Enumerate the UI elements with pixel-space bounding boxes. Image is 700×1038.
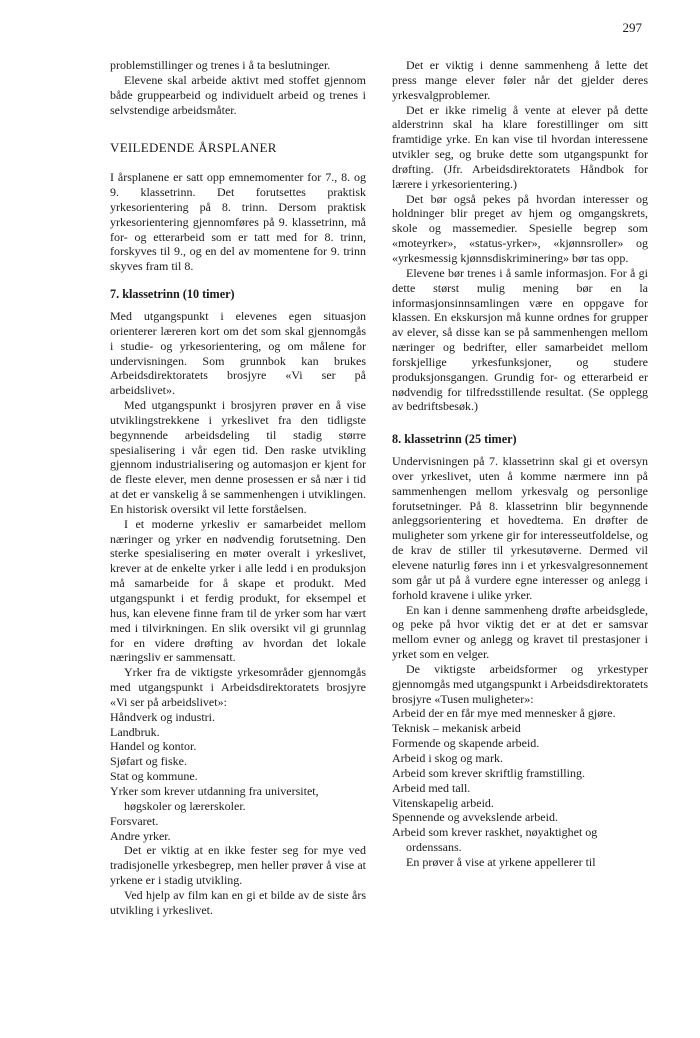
paragraph: Med utgangspunkt i brosjyren prøver en å vise utviklingstrekkene i yrkeslivet fra den tidligste begynnende arbeidsdeling til stadig større spesialisering i vår egen tid. Den raske utvikling gjennom industrialisering og automasjon er kjent for de fleste elever, men denne prosessen er så nær i tid at det er vanskelig å se sammenhengen i utviklingen. En historisk oversikt vil lette forståelsen. — [110, 398, 366, 516]
paragraph: problemstillinger og trenes i å ta beslutninger. — [110, 58, 331, 72]
paragraph: Det er viktig at en ikke fester seg for mye ved tradisjonelle yrkesbegrep, men heller prøver å vise at yrkene er i stadig utvikling. — [110, 843, 366, 888]
paragraph: Undervisningen på 7. klassetrinn skal gi et oversyn over yrkeslivet, uten å komme nærmere inn på sammenhengen mellom yrkesvalg og personlige forutsetninger. På 8. klassetrinn blir begynnende anleggsorientering et hovedtema. En drøfter de muligheter som yrkene gir for interesseutfoldelse, og de krav de stiller til yrkesutøverne. Dermed vil elevene naturlig føres inn i et yrkesvalgresonnement som går ut på å vurdere egne interesser og anlegg i forhold kravene i ulike yrker. — [392, 454, 648, 602]
list-item: Formende og skapende arbeid. — [392, 736, 540, 751]
paragraph: Det er ikke rimelig å vente at elever på dette alderstrinn skal ha klare forestillinger om sitt framtidige yrke. En kan vise til hvordan interessene utvikler seg, og bruke dette som utgangspunkt for drøfting. (Jfr. Arbeidsdirektoratets Håndbok for lærere i yrkesorientering.) — [392, 102, 648, 191]
right-column — [392, 58, 648, 870]
list-item: Landbruk. — [110, 724, 160, 739]
list-item: Forsvaret. — [110, 813, 159, 828]
paragraph: Det bør også pekes på hvordan interesser og holdninger blir preget av hjem og omgangskrets, skole og massemedier. Spesielle begrep som «moteyrker», «status-yrker», «kjønnsroller» og «yrkesmessig kjønnsdiskriminering» bør tas opp. — [392, 191, 648, 265]
paragraph: Elevene skal arbeide aktivt med stoffet gjennom både gruppearbeid og individuelt arbeid og trenes i selvstendige arbeidsmåter. — [110, 72, 366, 117]
paragraph: En kan i denne sammenheng drøfte arbeidsglede, og peke på hvor viktig det er at det er samsvar mellom evner og anlegg og kravet til prestasjoner i yrket som en velger. — [392, 602, 648, 662]
list-item: Arbeid med tall. — [392, 780, 471, 795]
paragraph: Ved hjelp av film kan en gi et bilde av de siste års utvikling i yrkeslivet. — [110, 887, 366, 917]
paragraph: I et moderne yrkesliv er samarbeidet mellom næringer og yrker en nødvendig forutsetning. Den sterke spesialisering en møter overalt i yrkeslivet, krever at de enkelte yrker i alle ledd i en produksjon må samarbeide for å skape et produkt. Med utgangspunkt i et ferdig produkt, for eksempel et hus, kan elevene finne fram til de yrker som har vært med i tilvirkningen. En slik oversikt vil gi grunnlag for en videre drøfting av hvordan det lokale næringsliv er sammensatt. — [110, 516, 366, 665]
list-item: Sjøfart og fiske. — [110, 754, 187, 769]
list-item: Stat og kommune. — [110, 769, 198, 784]
page-number: 297 — [622, 20, 642, 35]
list-item: Teknisk – mekanisk arbeid — [392, 721, 521, 736]
subsection-heading: 7. klassetrinn (10 timer) — [110, 287, 235, 302]
list-item: Arbeid i skog og mark. — [392, 750, 503, 765]
subsection-heading: 8. klassetrinn (25 timer) — [392, 432, 517, 447]
list-item: Håndverk og industri. — [110, 709, 215, 724]
paragraph: De viktigste arbeidsformer og yrkestyper gjennomgås med utgangspunkt i Arbeidsdirektoratets brosjyre «Tusen muligheter»: — [392, 661, 648, 706]
paragraph: Elevene bør trenes i å samle informasjon. For å gi dette størst mulig mening bør en la informasjonsinnsamlingen være en oppgave for klassen. En ekskursjon må kunne ordnes for grupper av elever, så disse kan se på sammenhengen mellom næringer og bedrifter, eller samarbeidet mellom forskjellige yrkesfunksjoner, og studere produksjonsgangen. Grundig for- og etterarbeid er nødvendig for tilfredsstillende resultat. (Se opplegg av bedriftsbesøk.) — [392, 265, 648, 414]
section-heading: VEILEDENDE ÅRSPLANER — [110, 140, 277, 156]
list-item: Spennende og avvekslende arbeid. — [392, 810, 558, 825]
list-item: Yrker som krever utdanning fra universitet, høgskoler og lærerskoler. — [110, 783, 319, 813]
paragraph: Yrker fra de viktigste yrkesområder gjennomgås med utgangspunkt i Arbeidsdirektoratets brosjyre «Vi ser på arbeidslivet»: — [110, 665, 366, 709]
paragraph: I årsplanene er satt opp emnemomenter for 7., 8. og 9. klassetrinn. Det forutsettes praktisk yrkesorientering på 8. trinn. Dersom praktisk yrkesorientering gjennomføres på 9. klassetrinn, må for- og etterarbeid som er tatt med for 8. trinn, forskyves til 9., og en del av momentene for 9. trinn skyves fram til 8. — [110, 170, 366, 274]
paragraph: En prøver å vise at yrkene appellerer til — [406, 854, 596, 869]
left-column — [110, 58, 366, 918]
paragraph: Det er viktig i denne sammenheng å lette det press mange elever føler når det gjelder deres yrkesvalgproblemer. — [392, 58, 648, 102]
list-item: Andre yrker. — [110, 828, 171, 843]
list-item: Vitenskapelig arbeid. — [392, 795, 494, 810]
list-item: Arbeid som krever skriftlig framstilling. — [392, 765, 585, 780]
list-item: Arbeid som krever raskhet, nøyaktighet og ordenssans. — [392, 825, 598, 855]
list-item: Handel og kontor. — [110, 739, 197, 754]
list-item: Arbeid der en får mye med mennesker å gjøre. — [392, 706, 616, 721]
paragraph: Med utgangspunkt i elevenes egen situasjon orienterer læreren kort om det som skal gjennomgås i studie- og yrkesorientering, og om målene for undervisningen. Som grunnbok kan brukes Arbeidsdirektoratets brosjyre «Vi ser på arbeidslivet». — [110, 308, 366, 398]
work-type-list — [392, 706, 648, 854]
occupation-list — [110, 710, 366, 844]
